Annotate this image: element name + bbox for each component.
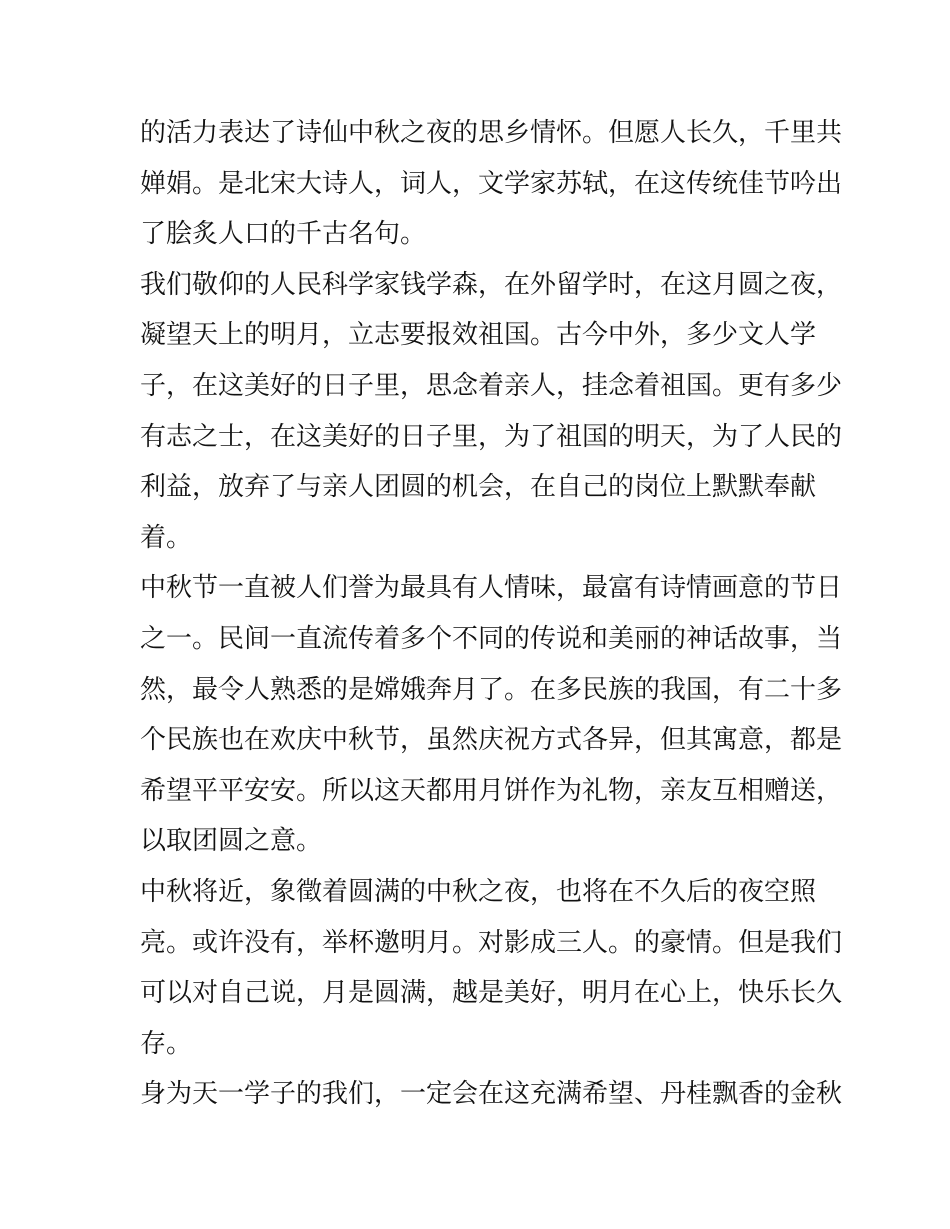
- text-line: 可以对自己说，月是圆满，越是美好，明月在心上，快乐长久: [140, 978, 843, 1009]
- text-line: 以取团圆之意。: [140, 826, 323, 857]
- text-line: 亮。或许没有，举杯邀明月。对影成三人。的豪情。但是我们: [140, 927, 843, 958]
- text-line: 个民族也在欢庆中秋节，虽然庆祝方式各异，但其寓意，都是: [140, 725, 843, 756]
- text-line: 了脍炙人口的千古名句。: [140, 219, 427, 250]
- text-line: 婵娟。是北宋大诗人，词人，文学家苏轼，在这传统佳节吟出: [140, 168, 843, 199]
- text-line: 我们敬仰的人民科学家钱学森，在外留学时，在这月圆之夜，: [140, 269, 843, 300]
- text-line: 利益，放弃了与亲人团圆的机会，在自己的岗位上默默奉献: [140, 472, 817, 503]
- text-line: 有志之士，在这美好的日子里，为了祖国的明天，为了人民的: [140, 421, 843, 452]
- text-line: 中秋将近，象徵着圆满的中秋之夜，也将在不久后的夜空照: [140, 876, 817, 907]
- text-line: 子，在这美好的日子里，思念着亲人，挂念着祖国。更有多少: [140, 370, 843, 401]
- document-body-text: [140, 108, 843, 1120]
- text-line: 凝望天上的明月，立志要报效祖国。古今中外，多少文人学: [140, 320, 817, 351]
- text-line: 希望平平安安。所以这天都用月饼作为礼物，亲友互相赠送，: [140, 775, 843, 806]
- text-line: 之一。民间一直流传着多个不同的传说和美丽的神话故事，当: [140, 623, 843, 654]
- text-line: 着。: [140, 522, 193, 553]
- text-line: 中秋节一直被人们誉为最具有人情味，最富有诗情画意的节日: [140, 573, 843, 604]
- text-line: 身为天一学子的我们，一定会在这充满希望、丹桂飘香的金秋: [140, 1079, 843, 1110]
- text-line: 的活力表达了诗仙中秋之夜的思乡情怀。但愿人长久，千里共: [140, 118, 843, 148]
- text-line: 存。: [140, 1028, 193, 1059]
- text-line: 然，最令人熟悉的是嫦娥奔月了。在多民族的我国，有二十多: [140, 674, 843, 705]
